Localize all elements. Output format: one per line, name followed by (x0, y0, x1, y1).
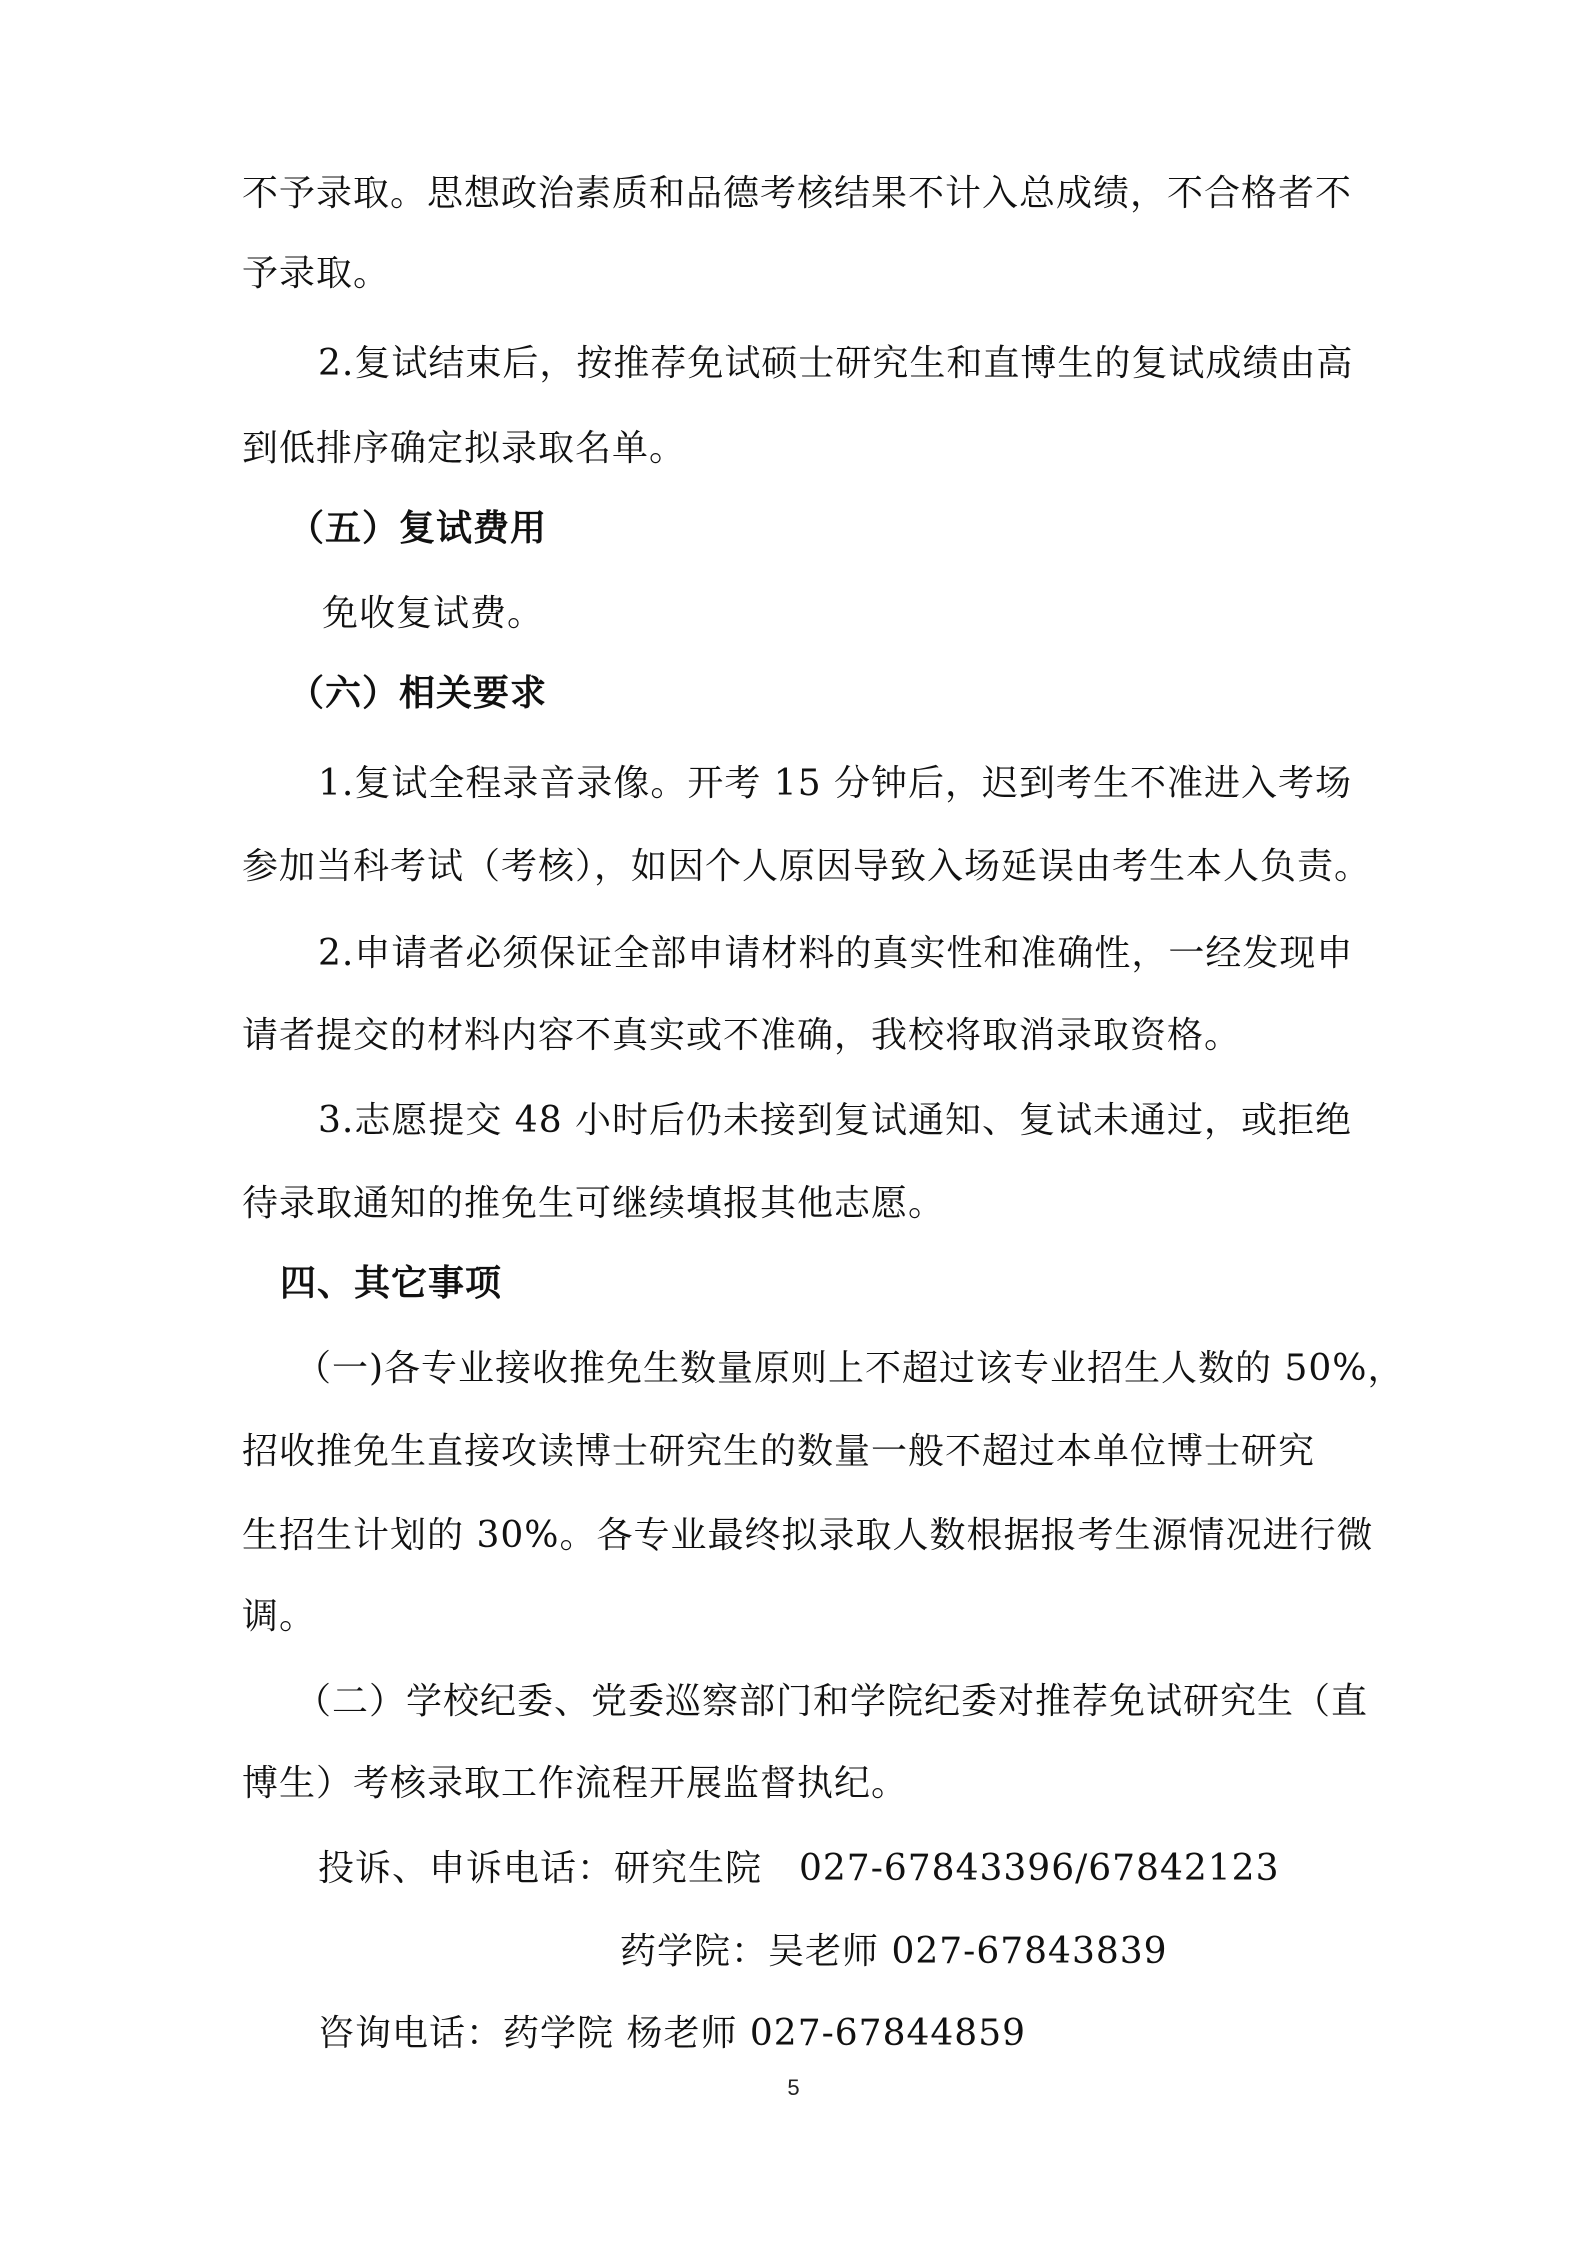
body-text-line: 2.复试结束后，按推荐免试硕士研究生和直博生的复试成绩由高 (318, 343, 1354, 384)
page-number: 5 (787, 2075, 800, 2100)
section-heading-fee: （五）复试费用 (288, 508, 548, 549)
body-text-line: （一)各专业接收推免生数量原则上不超过该专业招生人数的 50%， (295, 1348, 1405, 1389)
body-text-line: 3.志愿提交 48 小时后仍未接到复试通知、复试未通过，或拒绝 (318, 1100, 1353, 1141)
body-text-line: 予录取。 (242, 253, 391, 294)
section-heading-other-matters: 四、其它事项 (280, 1263, 503, 1304)
body-text-line: 参加当科考试（考核），如因个人原因导致入场延误由考生本人负责。 (242, 846, 1372, 887)
body-text-line: 2.申请者必须保证全部申请材料的真实性和准确性，一经发现申 (318, 933, 1354, 974)
complaint-phone-line: 投诉、申诉电话：研究生院 027-67843396/67842123 (318, 1848, 1280, 1889)
body-text-line: 博生）考核录取工作流程开展监督执纪。 (242, 1763, 909, 1804)
body-text-line: 生招生计划的 30%。各专业最终拟录取人数根据报考生源情况进行微 (242, 1515, 1374, 1556)
body-text-line: 到低排序确定拟录取名单。 (242, 428, 687, 469)
body-text-line: 不予录取。思想政治素质和品德考核结果不计入总成绩，不合格者不 (242, 173, 1353, 214)
body-text-line: （二）学校纪委、党委巡察部门和学院纪委对推荐免试研究生（直 (295, 1681, 1369, 1722)
body-text-line: 调。 (242, 1596, 317, 1637)
consult-phone-line: 咨询电话：药学院 杨老师 027-67844859 (318, 2013, 1026, 2054)
body-text-line: 免收复试费。 (322, 593, 545, 634)
body-text-line: 请者提交的材料内容不真实或不准确，我校将取消录取资格。 (242, 1015, 1242, 1056)
body-text-line: 待录取通知的推免生可继续填报其他志愿。 (242, 1183, 946, 1224)
body-text-line: 1.复试全程录音录像。开考 15 分钟后，迟到考生不准进入考场 (318, 763, 1353, 804)
pharmacy-contact-line: 药学院：吴老师 027-67843839 (620, 1931, 1168, 1972)
section-heading-requirements: （六）相关要求 (288, 673, 548, 714)
body-text-line: 招收推免生直接攻读博士研究生的数量一般不超过本单位博士研究 (242, 1431, 1316, 1472)
